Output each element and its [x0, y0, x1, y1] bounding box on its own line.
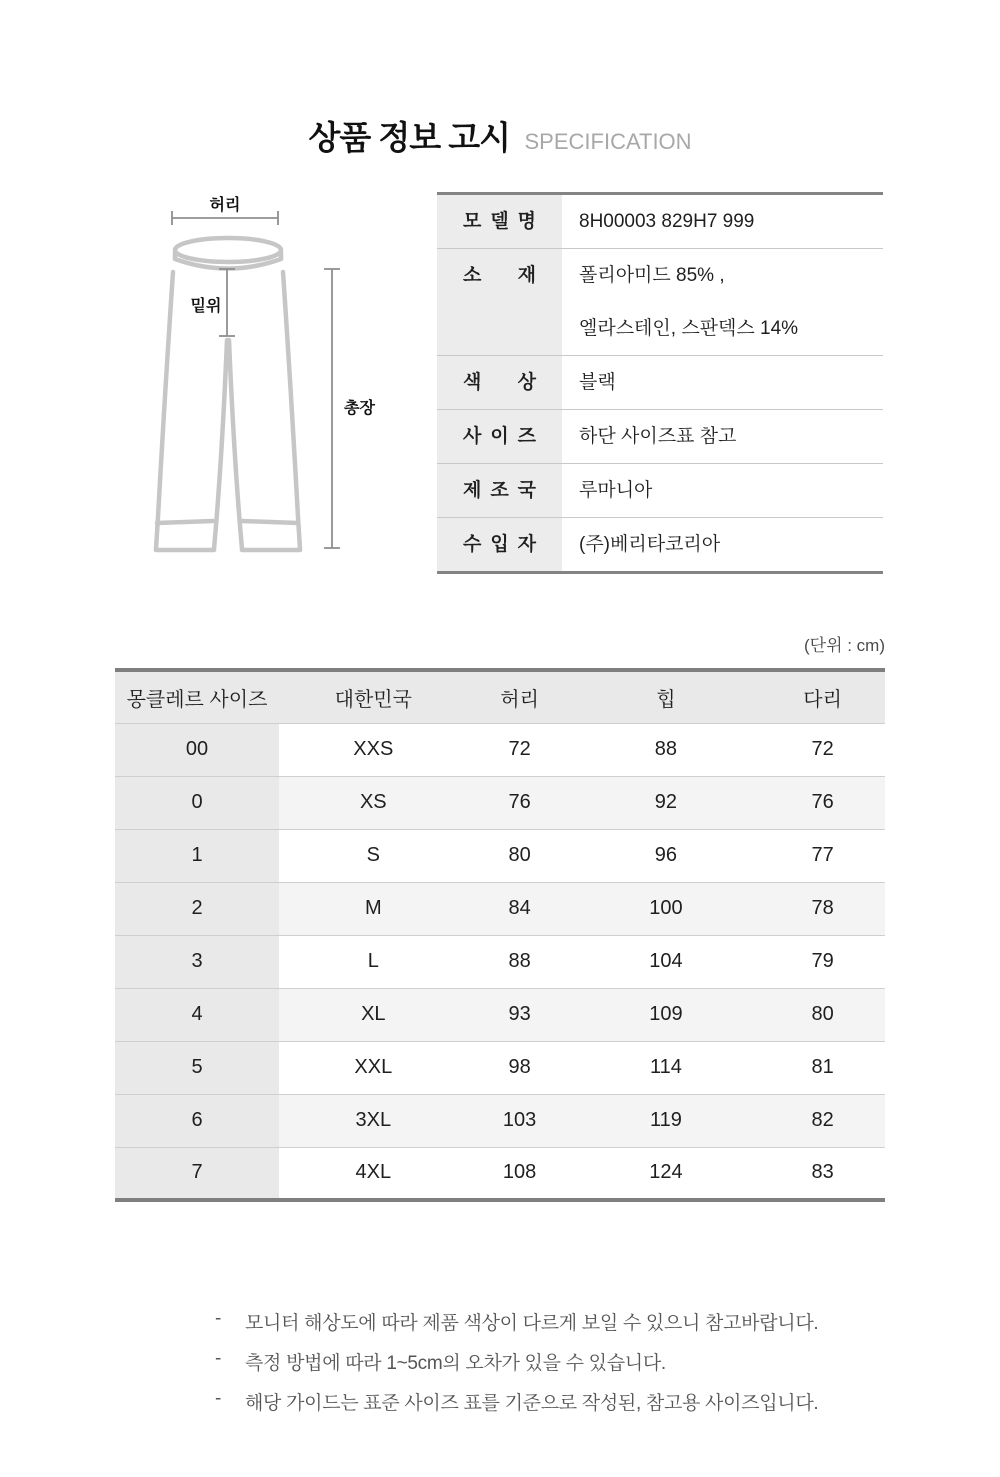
size-cell: XL — [279, 988, 468, 1041]
note-line — [215, 1348, 818, 1375]
size-row-2 — [115, 882, 885, 935]
page-title — [0, 112, 1000, 159]
spec-value-size: 하단 사이즈표 참고 — [579, 426, 737, 447]
size-row-0 — [115, 776, 885, 829]
size-header-moncler: 몽클레르 사이즈 — [115, 670, 279, 723]
size-cell: 78 — [760, 882, 885, 935]
size-cell: 6 — [115, 1094, 279, 1147]
spec-row-importer — [437, 517, 883, 571]
spec-label-country: 제 조 국 — [437, 464, 562, 517]
page-title-korean: 상품 정보 고시 — [308, 119, 511, 156]
size-cell: 5 — [115, 1041, 279, 1094]
size-cell: 82 — [760, 1094, 885, 1147]
size-cell: 72 — [468, 723, 572, 776]
size-cell: 98 — [468, 1041, 572, 1094]
size-cell: 84 — [468, 882, 572, 935]
spec-value-country: 루마니아 — [579, 480, 653, 501]
size-cell: 1 — [115, 829, 279, 882]
size-cell: 124 — [572, 1147, 761, 1200]
size-header-korea: 대한민국 — [279, 670, 468, 723]
note-text: 모니터 해상도에 따라 제품 색상이 다르게 보일 수 있으니 참고바랍니다. — [245, 1313, 819, 1334]
spec-label-importer: 수 입 자 — [437, 518, 562, 571]
size-row-5 — [115, 1041, 885, 1094]
size-cell: 114 — [572, 1041, 761, 1094]
size-cell: 80 — [468, 829, 572, 882]
size-table-header-row — [115, 670, 885, 723]
size-row-00 — [115, 723, 885, 776]
size-cell: 103 — [468, 1094, 572, 1147]
size-cell: 81 — [760, 1041, 885, 1094]
note-line — [215, 1388, 818, 1415]
note-dash: - — [215, 1308, 222, 1329]
pants-diagram-icon — [120, 180, 420, 580]
page-title-english: SPECIFICATION — [524, 129, 692, 154]
size-row-1 — [115, 829, 885, 882]
size-table — [115, 668, 885, 1202]
spec-value-material — [562, 249, 883, 355]
spec-label-material: 소 재 — [437, 249, 562, 355]
size-cell: 88 — [468, 935, 572, 988]
size-cell: 72 — [760, 723, 885, 776]
size-cell: 80 — [760, 988, 885, 1041]
note-text: 측정 방법에 따라 1~5cm의 오차가 있을 수 있습니다. — [245, 1353, 666, 1374]
size-cell: 79 — [760, 935, 885, 988]
size-cell: 96 — [572, 829, 761, 882]
spec-label-size: 사 이 즈 — [437, 410, 562, 463]
size-cell: 0 — [115, 776, 279, 829]
size-cell: XXL — [279, 1041, 468, 1094]
spec-value-color: 블랙 — [579, 372, 616, 393]
units-note: (단위 : cm) — [804, 636, 885, 655]
size-header-waist: 허리 — [468, 670, 572, 723]
spec-row-material — [437, 248, 883, 355]
size-cell: 100 — [572, 882, 761, 935]
size-cell: 76 — [468, 776, 572, 829]
rise-measure-label: 밑위 — [190, 298, 222, 315]
size-row-6 — [115, 1094, 885, 1147]
note-dash: - — [215, 1388, 222, 1409]
note-line — [215, 1308, 818, 1335]
spec-row-country — [437, 463, 883, 517]
size-header-hip: 힙 — [572, 670, 761, 723]
size-cell: 00 — [115, 723, 279, 776]
footer-notes — [215, 1308, 818, 1428]
size-cell: 4 — [115, 988, 279, 1041]
spec-row-size — [437, 409, 883, 463]
size-cell: 108 — [468, 1147, 572, 1200]
spec-label-color: 색 상 — [437, 356, 562, 409]
spec-row-model — [437, 195, 883, 248]
spec-value-material-line2: 엘라스테인, 스판덱스 14% — [579, 318, 799, 339]
size-cell: 109 — [572, 988, 761, 1041]
size-cell: 77 — [760, 829, 885, 882]
pants-measurement-diagram — [120, 180, 420, 580]
size-cell: 119 — [572, 1094, 761, 1147]
size-cell: 83 — [760, 1147, 885, 1200]
size-cell: 76 — [760, 776, 885, 829]
size-row-3 — [115, 935, 885, 988]
spec-label-model: 모 델 명 — [437, 195, 562, 248]
size-cell: 3 — [115, 935, 279, 988]
spec-value-material-line1: 폴리아미드 85% , — [579, 265, 725, 286]
size-cell: 93 — [468, 988, 572, 1041]
spec-table — [437, 192, 883, 574]
size-cell: 92 — [572, 776, 761, 829]
size-cell: M — [279, 882, 468, 935]
size-header-leg: 다리 — [760, 670, 885, 723]
size-row-4 — [115, 988, 885, 1041]
size-cell: XS — [279, 776, 468, 829]
size-cell: 7 — [115, 1147, 279, 1200]
size-cell: L — [279, 935, 468, 988]
size-cell: S — [279, 829, 468, 882]
spec-row-color — [437, 355, 883, 409]
spec-value-model: 8H00003 829H7 999 — [579, 211, 755, 232]
size-cell: 4XL — [279, 1147, 468, 1200]
note-dash: - — [215, 1348, 222, 1369]
size-cell: 3XL — [279, 1094, 468, 1147]
note-text: 해당 가이드는 표준 사이즈 표를 기준으로 작성된, 참고용 사이즈입니다. — [245, 1393, 819, 1414]
size-cell: XXS — [279, 723, 468, 776]
size-cell: 88 — [572, 723, 761, 776]
size-cell: 104 — [572, 935, 761, 988]
length-measure-label: 총장 — [344, 400, 375, 417]
size-cell: 2 — [115, 882, 279, 935]
spec-value-importer: (주)베리타코리아 — [579, 534, 721, 555]
size-row-7 — [115, 1147, 885, 1200]
waist-measure-label: 허리 — [209, 197, 241, 214]
